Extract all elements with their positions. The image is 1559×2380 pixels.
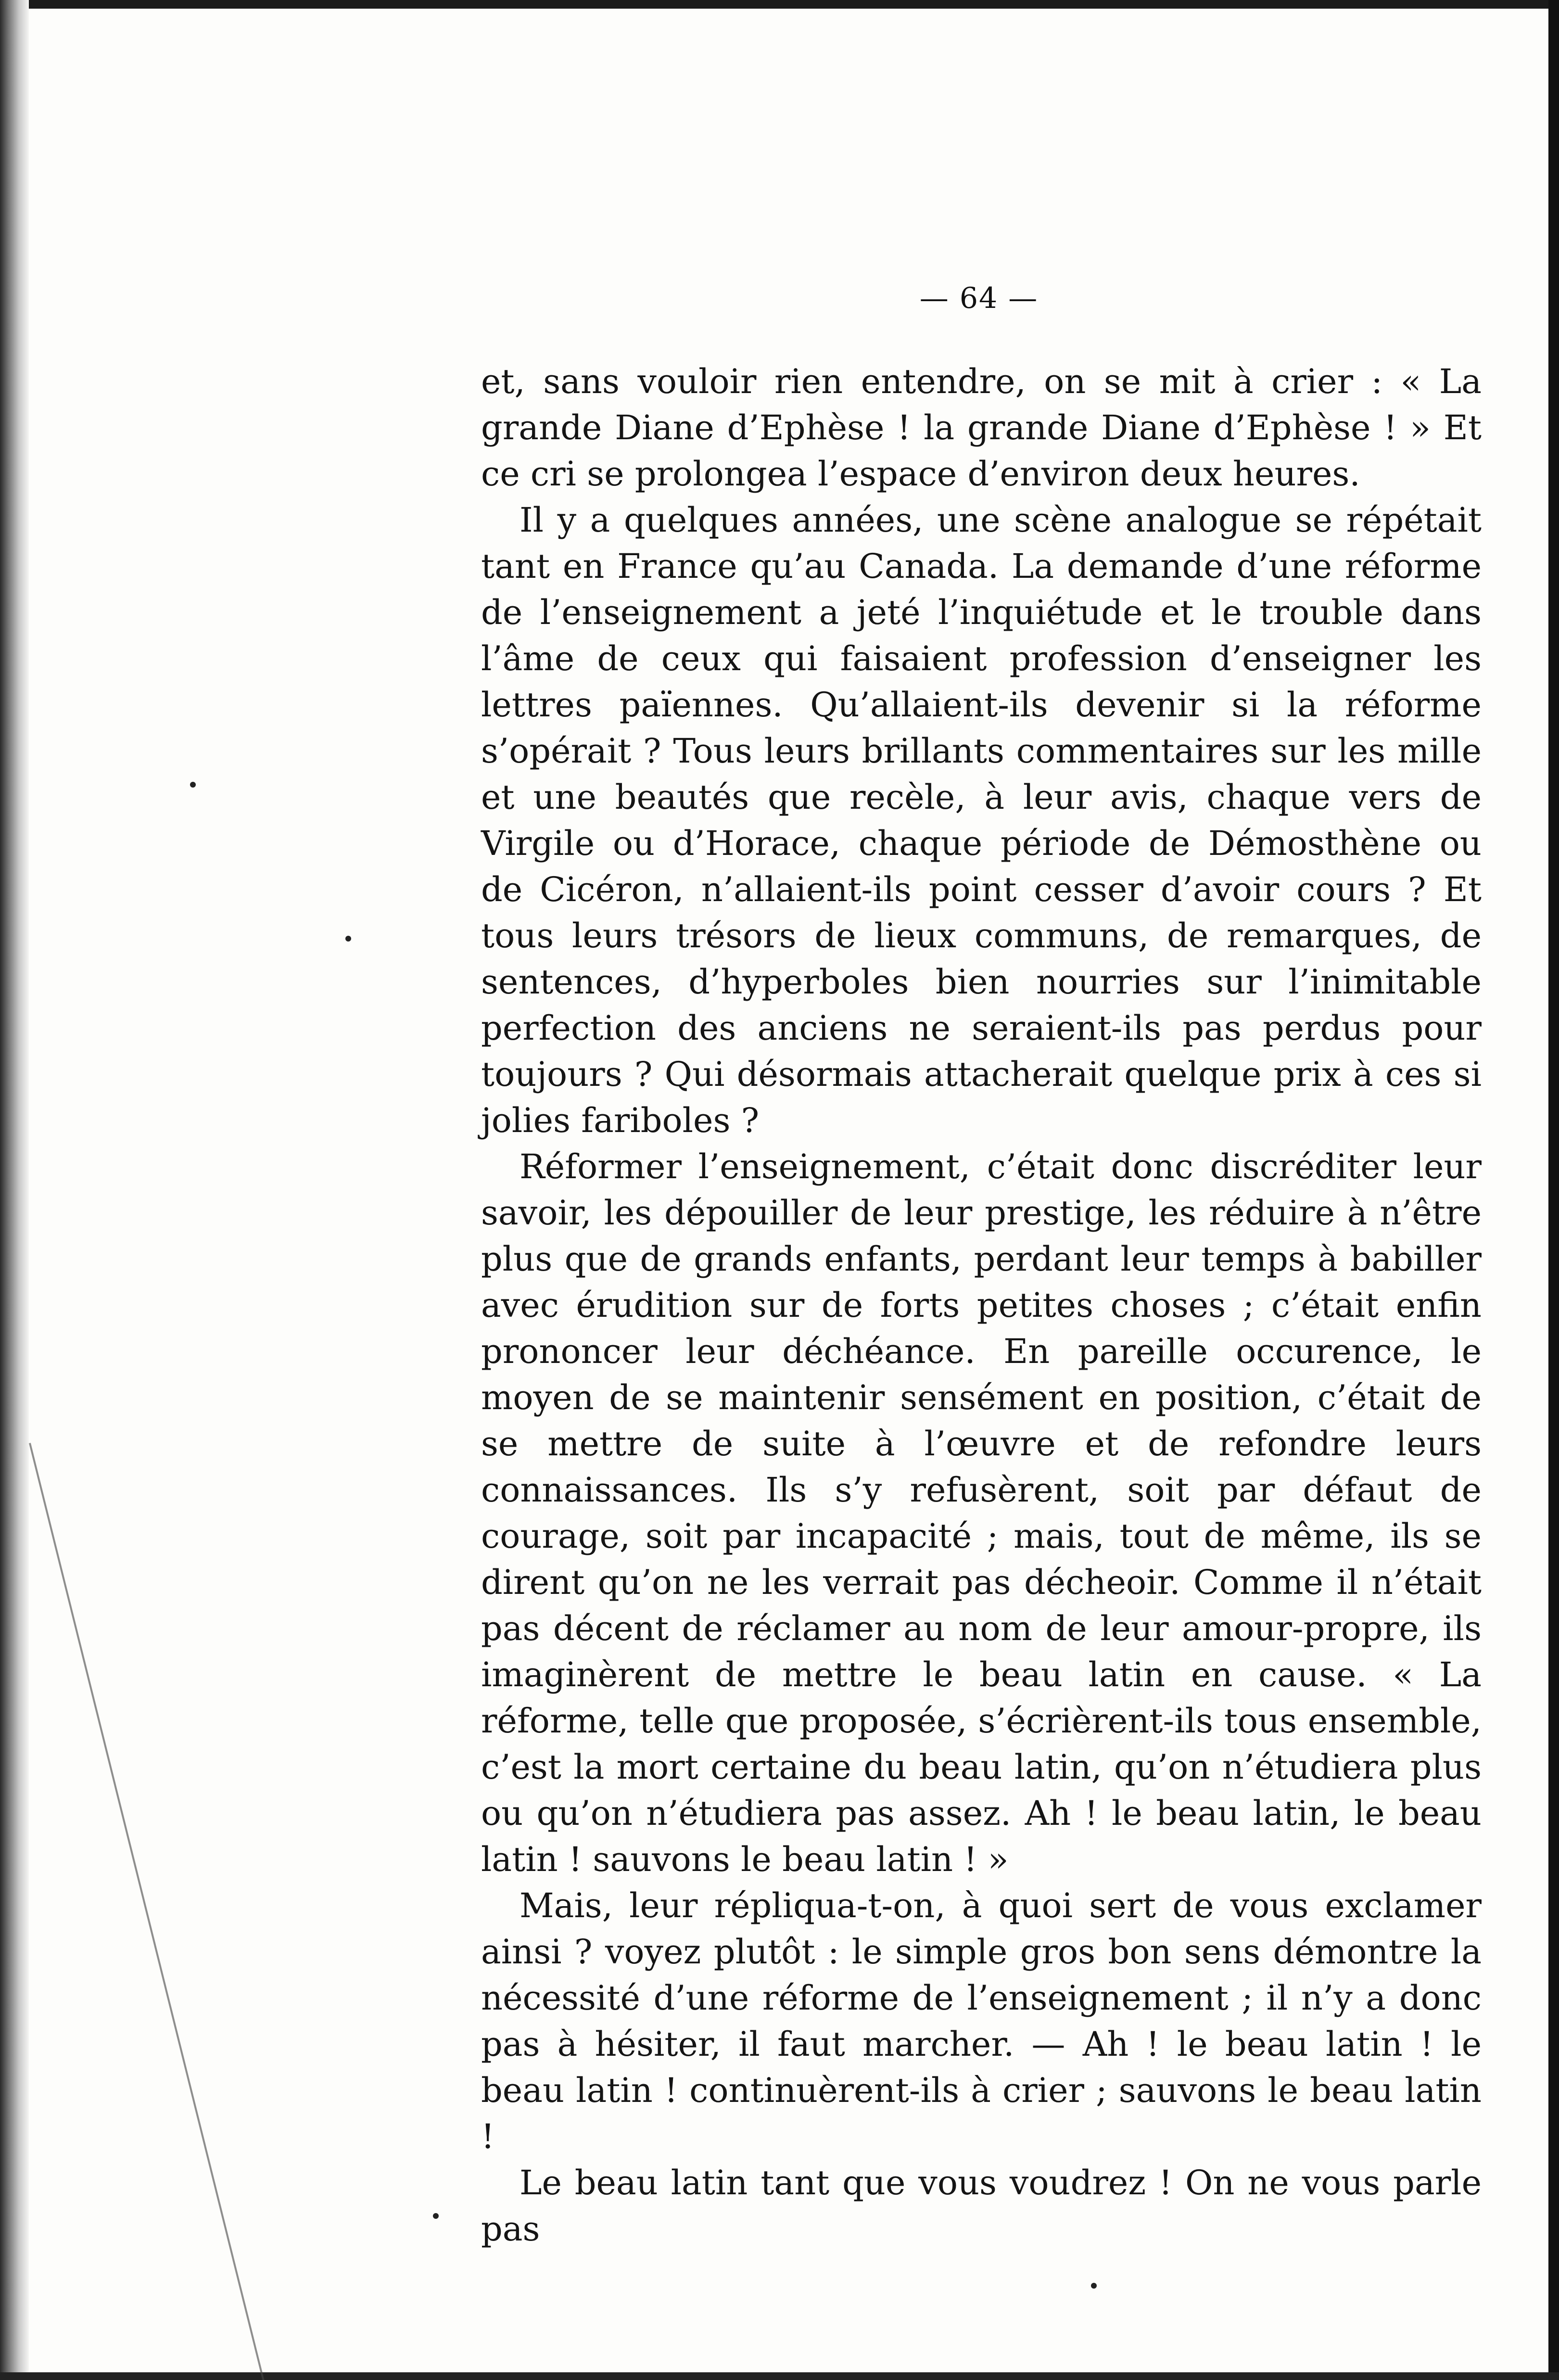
scan-speck — [433, 2213, 439, 2219]
scan-speck — [1091, 2283, 1097, 2289]
paragraph: et, sans vouloir rien entendre, on se mit à crier : « La grande Diane d’Ephèse ! la grande Diane d’Ephèse ! » Et ce cri se prolongea l’espace d’environ deux heures. — [481, 362, 1482, 494]
body-text — [481, 358, 1482, 2252]
paragraph: Le beau latin tant que vous voudrez ! On ne vous parle pas — [481, 2163, 1482, 2249]
scan-bottom-edge — [0, 2372, 1559, 2380]
page-number: — 64 — — [919, 281, 1039, 315]
paragraph: Mais, leur répliqua-t-on, à quoi sert de vous exclamer ainsi ? voyez plutôt : le simple gros bon sens démontre la nécessité d’une réforme de l’enseignement ; il n’y a donc pas à hésiter, il faut marcher. — Ah ! le beau latin ! le beau latin ! continuèrent-ils à crier ; sauvons le beau latin ! — [481, 1886, 1482, 2156]
binding-crease — [29, 1443, 287, 2380]
paragraph: Réformer l’enseignement, c’était donc discréditer leur savoir, les dépouiller de leur prestige, les réduire à n’être plus que de grands enfants, perdant leur temps à babiller avec érudition sur de forts petites choses ; c’était enfin prononcer leur déchéance. En pareille occurence, le moyen de se maintenir sensément en position, c’était de se mettre de suite à l’œuvre et de refondre leurs connaissances. Ils s’y refusèrent, soit par défaut de courage, soit par incapacité ; mais, tout de même, ils se dirent qu’on ne les verrait pas décheoir. Comme il n’était pas décent de réclamer au nom de leur amour-propre, ils imaginèrent de mettre le beau latin en cause. « La réforme, telle que proposée, s’écrièrent-ils tous ensemble, c’est la mort certaine du beau latin, qu’on n’étudiera plus ou qu’on n’étudiera pas assez. Ah ! le beau latin, le beau latin ! sauvons le beau latin ! » — [481, 1147, 1482, 1879]
scan-left-edge — [0, 0, 29, 2380]
scan-speck — [190, 782, 196, 788]
scan-speck — [345, 936, 351, 942]
scan-right-edge — [1548, 0, 1559, 2380]
scan-top-edge — [0, 0, 1559, 9]
paragraph: Il y a quelques années, une scène analogue se répétait tant en France qu’au Canada. La demande d’une réforme de l’enseignement a jeté l’inquiétude et le trouble dans l’âme de ceux qui faisaient profession d’enseigner les lettres païennes. Qu’allaient-ils devenir si la réforme s’opérait ? Tous leurs brillants commentaires sur les mille et une beautés que recèle, à leur avis, chaque vers de Virgile ou d’Horace, chaque période de Démosthène ou de Cicéron, n’allaient-ils point cesser d’avoir cours ? Et tous leurs trésors de lieux communs, de remarques, de sentences, d’hyperboles bien nourries sur l’inimitable perfection des anciens ne seraient-ils pas perdus pour toujours ? Qui désormais attacherait quelque prix à ces si jolies fariboles ? — [481, 500, 1482, 1140]
